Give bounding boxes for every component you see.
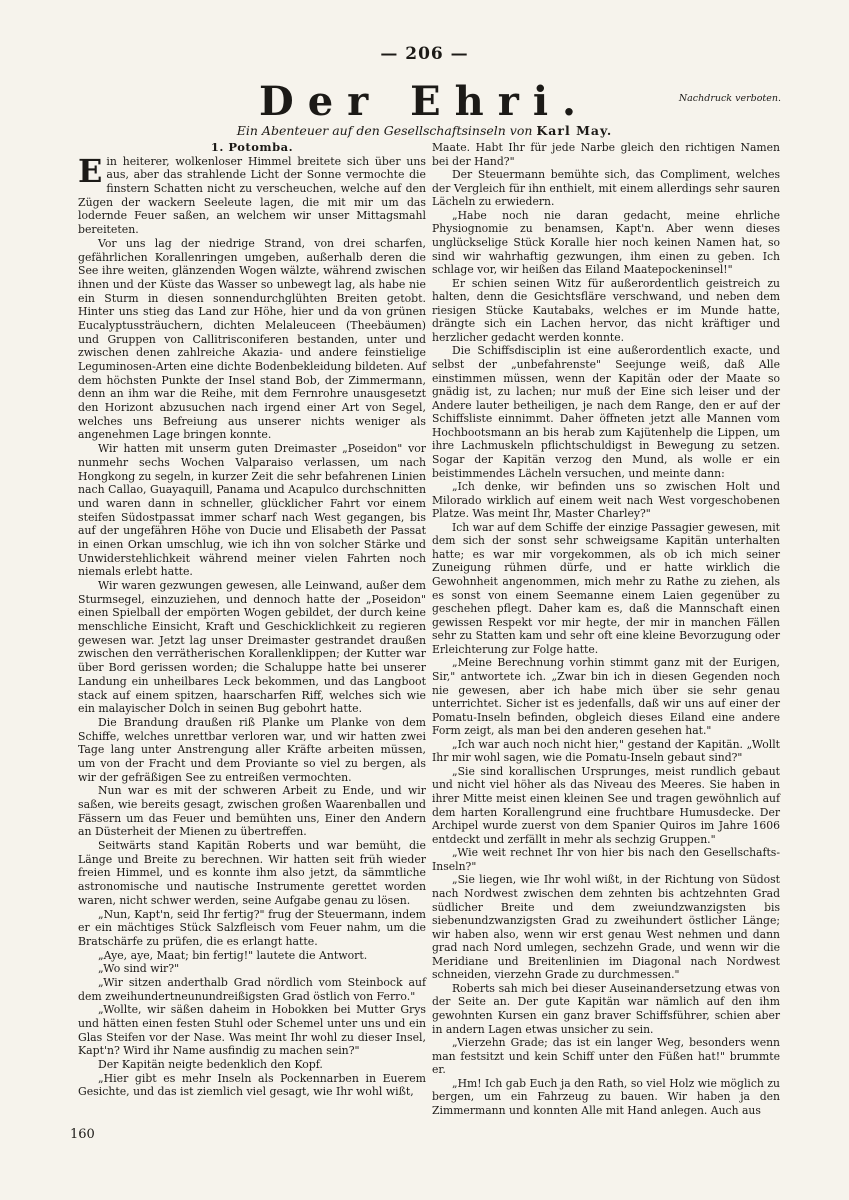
- paragraph: Ich war auf dem Schiffe der einzige Passagier gewesen, mit dem sich der sonst sehr schweigsame Kapitän unterhalten hatte; es war mir vorgekommen, als ob ich mich seiner Zuneigung rühmen dürfe, und er hatte wirklich die Gewohnheit angenommen, mich mehr zu Rathe zu ziehen, als es sonst von einem Seemanne einem Laien gegenüber zu geschehen pflegt. Daher kam es, daß die Mannschaft einen gewissen Respekt vor mir hegte, der mir in manchen Fällen sehr zu Statten kam und sehr oft eine kleine Bevorzugung oder Erleichterung zur Folge hatte.: [432, 520, 780, 656]
- paragraph: „Sie liegen, wie Ihr wohl wißt, in der Richtung von Südost nach Nordwest zwischen dem zehnten bis achtzehnten Grad südlicher Breite und dem zweiundzwanzigsten bis siebenundzwanzigsten Grad zu zweihundert östlicher Länge; wir haben also, wenn wir erst genau West nehmen und dann grad nach Nord umlegen, sechzehn Grade, und wenn wir die Meridiane und Breitenlinien im Diagonal nach Nordwest schneiden, vierzehn Grade zu durchmessen.": [432, 873, 780, 982]
- paragraph: „Vierzehn Grade; das ist ein langer Weg, besonders wenn man festsitzt und kein Schiff unter den Füßen hat!" brummte er.: [432, 1036, 780, 1077]
- paragraph: Nun war es mit der schweren Arbeit zu Ende, und wir saßen, wie bereits gesagt, zwischen großen Waarenballen und Fässern um das Feuer und bemühten uns, Einer den Andern an Düsterheit der Mienen zu übertreffen.: [78, 784, 426, 839]
- paragraph: „Wollte, wir säßen daheim in Hobokken bei Mutter Grys und hätten einen festen Stuhl oder Schemel unter uns und ein Glas Steifen vor der Nase. Was meint Ihr wohl zu dieser Insel, Kapt'n? Wird ihr Name ausfindig zu machen sein?": [78, 1003, 426, 1058]
- paragraph: Die Schiffsdisciplin ist eine außerordentlich exacte, und selbst der „unbefahrenste" Seejunge weiß, daß Alle einstimmen müssen, wenn der Kapitän oder der Maate so gnädig ist, zu lachen; nur muß der Eine sich leiser und der Andere lauter betheiligen, je nach dem Range, den er auf der Schiffsliste einnimmt. Daher öffneten jetzt alle Mannen vom Hochbootsmann an bis herab zum Kajütenhelp die Lippen, um ihre Lachmuskeln pflichtschuldigst in Bewegung zu setzen. Sogar der Kapitän verzog den Mund, als wolle er ein beistimmendes Lächeln versuchen, und meinte dann:: [432, 344, 780, 480]
- footer-page-number: 160: [70, 1127, 95, 1142]
- paragraph: „Wie weit rechnet Ihr von hier bis nach den Gesellschafts-Inseln?": [432, 846, 780, 873]
- subtitle: [0, 123, 849, 138]
- drop-cap: E: [78, 151, 103, 190]
- page-number: — 206 —: [380, 44, 469, 64]
- paragraph: „Ich denke, wir befinden uns so zwischen Holt und Milorado wirklich auf einem weit nach West vorgeschobenen Platze. Was meint Ihr, Master Charley?": [432, 480, 780, 521]
- paragraph: „Habe noch nie daran gedacht, meine ehrliche Physiognomie zu benamsen, Kapt'n. Aber wenn dieses unglückselige Stück Koralle hier noch keinen Namen hat, so sind wir wahrhaftig gezwungen, ihm einen zu geben. Ich schlage vor, wir heißen das Eiland Maatepockeninsel!": [432, 208, 780, 277]
- paragraph: Der Kapitän neigte bedenklich den Kopf.: [98, 1058, 323, 1072]
- paragraph: Der Steuermann bemühte sich, das Compliment, welches der Vergleich für ihn enthielt, mit einem allerdings sehr sauren Lächeln zu erwiedern.: [432, 168, 780, 209]
- paragraph: „Wir sitzen anderthalb Grad nördlich vom Steinbock auf dem zweihundertneunundreißigsten Grad östlich von Ferro.": [78, 975, 426, 1003]
- paragraph: „Nun, Kapt'n, seid Ihr fertig?" frug der Steuermann, indem er ein mächtiges Stück Salzfleisch vom Feuer nahm, um die Bratschärfe zu prüfen, die es erlangt hatte.: [78, 907, 426, 948]
- paragraph: Er schien seinen Witz für außerordentlich geistreich zu halten, denn die Gesichtsfläre verschwand, und neben dem riesigen Stücke Kautabaks, welches er im Munde hatte, drängte sich ein Lachen hervor, das nicht kräftiger und herzlicher gedacht werden konnte.: [432, 276, 780, 344]
- paragraph: „Meine Berechnung vorhin stimmt ganz mit der Eurigen, Sir," antwortete ich. „Zwar bin ich in diesen Gegenden noch nie gewesen, aber ich habe mich über sie sehr genau unterrichtet. Sicher ist es jedenfalls, daß wir uns auf einer der Pomatu-Inseln befinden, obgleich dieses Eiland eine andere Form zeigt, als man bei den anderen gesehen hat.": [432, 656, 780, 738]
- paragraph: Wir hatten mit unserm guten Dreimaster „Poseidon" vor nunmehr sechs Wochen Valparaiso verlassen, um nach Hongkong zu segeln, in kurzer Zeit die sehr befahrenen Linien nach Callao, Guayaquill, Panama und Acapulco durchschnitten und waren dann in schneller, glücklicher Fahrt vor einem steifen Südostpassat immer scharf nach West gegangen, bis auf der ungefähren Höhe von Ducie und Elisabeth der Passat in einen Orkan umschlug, wie ich ihn von solcher Stärke und Unwiderstehlichkeit während meiner vielen Fahrten noch niemals erlebt hatte.: [78, 442, 426, 579]
- paragraph-text: in heiterer, wolkenloser Himmel breitete sich über uns aus, aber das strahlende Licht der Sonne vermochte die finstern Schatten nicht zu verscheuchen, welche auf den Zügen der wackern Seeleute lagen, die mit mir um das lodernde Feuer saßen, an welchem wir unser Mittagsmahl bereiteten.: [78, 154, 426, 237]
- paragraph: Die Brandung draußen riß Planke um Planke von dem Schiffe, welches unrettbar verloren war, und wir hatten zwei Tage lang unter Anstrengung aller Kräfte arbeiten müssen, um von der Fracht und dem Proviante so viel zu bergen, als wir der gefräßigen See zu entreißen vermochten.: [78, 715, 426, 784]
- paragraph: „Wo sind wir?": [98, 962, 180, 976]
- paragraph: „Hm! Ich gab Euch ja den Rath, so viel Holz wie möglich zu bergen, um ein Fahrzeug zu bauen. Wir haben ja den Zimmermann und konnten Alle mit Hand anlegen. Auch aus: [432, 1076, 780, 1117]
- reprint-notice: Nachdruck verboten.: [678, 93, 781, 104]
- paragraph: Maate. Habt Ihr für jede Narbe gleich den richtigen Namen bei der Hand?": [432, 141, 780, 168]
- paragraph: „Aye, aye, Maat; bin fertig!" lautete die Antwort.: [98, 948, 368, 962]
- paragraph: Roberts sah mich bei dieser Auseinandersetzung etwas von der Seite an. Der gute Kapitän war nämlich auf den ihm gewohnten Kursen ein ganz braver Schiffsführer, schien aber in andern Lagen etwas unsicher zu sein.: [432, 981, 780, 1036]
- paragraph: Seitwärts stand Kapitän Roberts und war bemüht, die Länge und Breite zu berechnen. Wir hatten seit früh wieder freien Himmel, und es konnte ihm also jetzt, da sämmtliche astronomische und nautische Instrumente gerettet worden waren, nicht schwer werden, seine Aufgabe genau zu lösen.: [78, 839, 426, 907]
- chapter-heading: 1. Potomba.: [210, 140, 294, 154]
- left-column: [78, 141, 426, 1099]
- paragraph: „Hier gibt es mehr Inseln als Pockennarben in Euerem Gesichte, und das ist ziemlich viel gesagt, wie Ihr wohl wißt,: [78, 1071, 426, 1099]
- paragraph: Wir waren gezwungen gewesen, alle Leinwand, außer dem Sturmsegel, einzuziehen, und dennoch hatte der „Poseidon" einen Spielball der empörten Wogen gebildet, der durch keine menschliche Einsicht, Kraft und Geschicklichkeit zu regieren gewesen war. Jetzt lag unser Dreimaster gestrandet draußen zwischen den verrätherischen Korallenklippen; der Kutter war über Bord gerissen worden; die Schaluppe hatte bei unserer Landung ein unheilbares Leck bekommen, und das Langboot stack auf einem spitzen, haarscharfen Riff, welches sich wie ein malayischer Dolch in seinen Bug gebohrt hatte.: [78, 579, 426, 716]
- paragraph: „Ich war auch noch nicht hier," gestand der Kapitän. „Wollt Ihr mir wohl sagen, wie die Pomatu-Inseln gebaut sind?": [432, 737, 780, 765]
- story-title: Der Ehri.: [259, 78, 590, 125]
- subtitle-text: Ein Abenteuer auf den Gesellschaftsinseln von: [236, 123, 537, 138]
- paragraph: Vor uns lag der niedrige Strand, von drei scharfen, gefährlichen Korallenringen umgeben, außerhalb deren die See ihre weiten, glänzenden Wogen wälzte, während zwischen ihnen und der Küste das Wasser so unbewegt lag, als habe nie ein Sturm in diesen sonnendurchglühten Breiten getobt. Hinter uns stieg das Land zur Höhe, hier und da von grünen Eucalyptussträuchern, dichten Melaleuceen (Theebäumen) und Gruppen von Callitrisconiferen bestanden, unter und zwischen denen zahlreiche Akazia- und andere feinstielige Leguminosen-Arten eine dichte Bodenbekleidung bildeten. Auf dem höchsten Punkte der Insel stand Bob, der Zimmermann, denn an ihm war die Reihe, mit dem Fernrohre unausgesetzt den Horizont abzusuchen nach irgend einer Art von Segel, welches uns Befreiung aus unserer nichts weniger als angenehmen Lage bringen konnte.: [78, 236, 426, 442]
- author-name: Karl May.: [536, 123, 613, 138]
- right-column: [432, 141, 780, 1118]
- paragraph: „Sie sind korallischen Ursprunges, meist rundlich gebaut und nicht viel höher als das Niveau des Meeres. Sie haben in ihrer Mitte meist einen kleinen See und tragen gewöhnlich auf dem harten Korallengrund eine fruchtbare Humusdecke. Der Archipel wurde zuerst von dem Spanier Quiros im Jahre 1606 entdeckt und zerfällt in mehr als sechzig Gruppen.": [432, 764, 780, 846]
- paragraph: [78, 151, 426, 237]
